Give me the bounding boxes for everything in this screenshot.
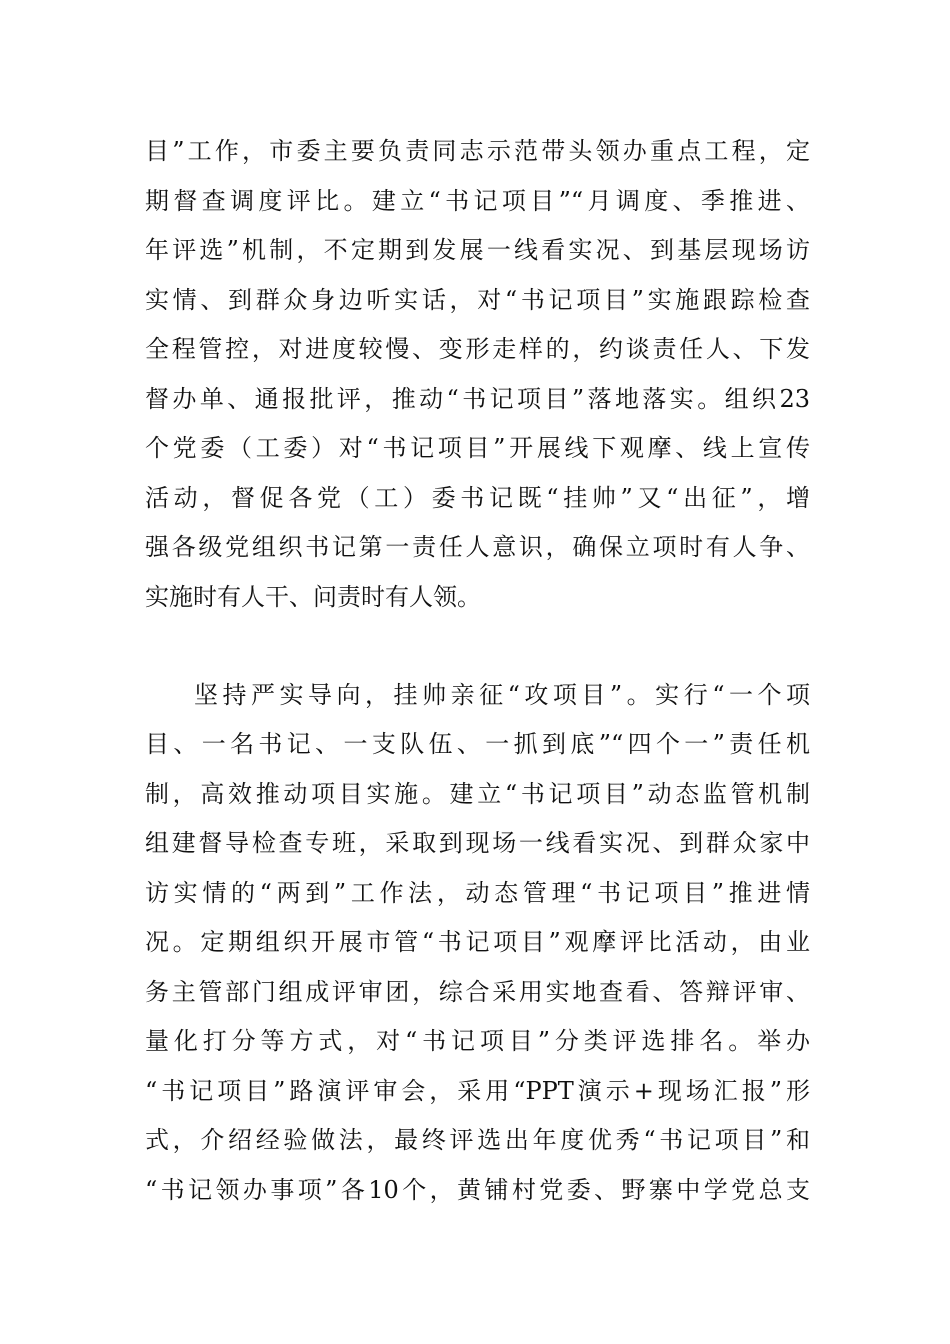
text-line: 量化打分等方式，对“书记项目”分类评选排名。举办: [145, 1027, 810, 1055]
text-line: 访实情的“两到”工作法，动态管理“书记项目”推进情: [145, 879, 810, 907]
text-line: 坚持严实导向，挂帅亲征“攻项目”。实行“一个项: [194, 681, 810, 709]
text-line: 务主管部门组成评审团，综合采用实地查看、答辩评审、: [145, 978, 810, 1006]
text-line: “书记项目”路演评审会，采用“PPT演示+现场汇报”形: [145, 1077, 810, 1105]
text-line: 目、一名书记、一支队伍、一抓到底”“四个一”责任机: [145, 730, 810, 758]
text-line: 督办单、通报批评，推动“书记项目”落地落实。组织23: [145, 385, 810, 413]
text-line: 实施时有人干、问责时有人领。: [145, 583, 481, 611]
text-line: 实情、到群众身边听实话，对“书记项目”实施跟踪检查: [145, 286, 810, 314]
text-line: 年评选”机制，不定期到发展一线看实况、到基层现场访: [145, 236, 810, 264]
text-line: 式，介绍经验做法，最终评选出年度优秀“书记项目”和: [145, 1126, 810, 1154]
text-line: “书记领办事项”各10个，黄铺村党委、野寨中学党总支: [145, 1176, 810, 1204]
text-line: 活动，督促各党（工）委书记既“挂帅”又“出征”，增: [145, 484, 810, 512]
text-line: 况。定期组织开展市管“书记项目”观摩评比活动，由业: [145, 928, 810, 956]
text-line: 目”工作，市委主要负责同志示范带头领办重点工程，定: [145, 137, 810, 165]
text-line: 组建督导检查专班，采取到现场一线看实况、到群众家中: [145, 829, 810, 857]
text-line: 期督查调度评比。建立“书记项目”“月调度、季推进、: [145, 187, 810, 215]
text-line: 个党委（工委）对“书记项目”开展线下观摩、线上宣传: [145, 434, 810, 462]
text-line: 全程管控，对进度较慢、变形走样的，约谈责任人、下发: [145, 335, 810, 363]
text-line: 制，高效推动项目实施。建立“书记项目”动态监管机制: [145, 780, 810, 808]
text-line: 强各级党组织书记第一责任人意识，确保立项时有人争、: [145, 533, 810, 561]
